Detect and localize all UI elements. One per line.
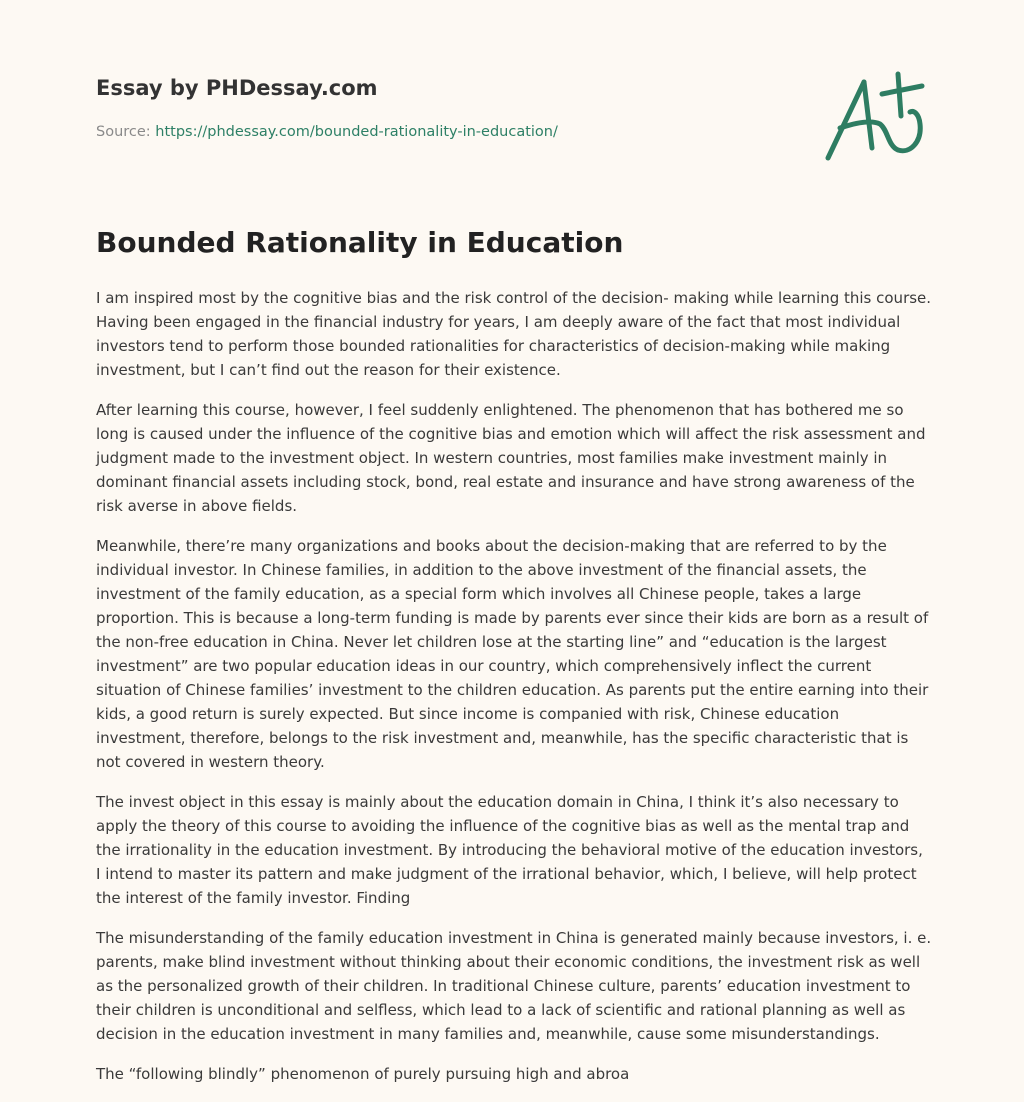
source-link[interactable]: https://phdessay.com/bounded-rationality-in-education/ — [155, 124, 558, 140]
essay-paragraph: Meanwhile, there’re many organizations and books about the decision-making that are referred to by the individual investor. In Chinese families, in addition to the above investment of the financial assets, the investment of the family education, as a special form which involves all Chinese people, takes a large proportion. This is because a long-term funding is made by parents ever since their kids are born as a result of the non-free education in China. Never let children lose at the starting line” and “education is the largest investment” are two popular education ideas in our country, which comprehensively inflect the current situation of Chinese families’ investment to the children education. As parents put the entire earning into their kids, a good return is surely expected. But since income is companied with risk, Chinese education investment, therefore, belongs to the risk investment and, meanwhile, has the specific characteristic that is not covered in western theory. — [96, 537, 929, 771]
source-label: Source: — [96, 124, 151, 140]
a-plus-logo-icon — [818, 66, 928, 166]
essay-paragraph: After learning this course, however, I feel suddenly enlightened. The phenomenon that has bothered me so long is caused under the influence of the cognitive bias and emotion which will affect the risk assessment and judgment made to the investment object. In western countries, most families make investment mainly in dominant financial assets including stock, bond, real estate and insurance and have strong awareness of the risk averse in above fields. — [96, 401, 926, 515]
essay-body — [96, 286, 932, 1102]
site-title: Essay by PHDessay.com — [96, 76, 378, 100]
essay-paragraph: The invest object in this essay is mainly about the education domain in China, I think it’s also necessary to apply the theory of this course to avoiding the influence of the cognitive bias as well as the mental trap and the irrationality in the education investment. By introducing the behavioral motive of the education investors, I intend to master its pattern and make judgment of the irrational behavior, which, I believe, will help protect the interest of the family investor. Finding — [96, 793, 923, 907]
essay-paragraph: The misunderstanding of the family education investment in China is generated mainly because investors, i. e. parents, make blind investment without thinking about their economic conditions, the investment risk as well as the personalized growth of their children. In traditional Chinese culture, parents’ education investment to their children is unconditional and selfless, which lead to a lack of scientific and rational planning as well as decision in the education investment in many families and, meanwhile, cause some misunderstandings. — [96, 929, 932, 1043]
essay-title: Bounded Rationality in Education — [96, 226, 624, 259]
essay-paragraph: I am inspired most by the cognitive bias and the risk control of the decision- making while learning this course. Having been engaged in the financial industry for years, I am deeply aware of the fact that most individual investors tend to perform those bounded rationalities for characteristics of decision-making while making investment, but I can’t find out the reason for their existence. — [96, 289, 932, 379]
essay-paragraph: The “following blindly” phenomenon of purely pursuing high and abroa — [96, 1065, 630, 1083]
source-line — [96, 124, 558, 140]
